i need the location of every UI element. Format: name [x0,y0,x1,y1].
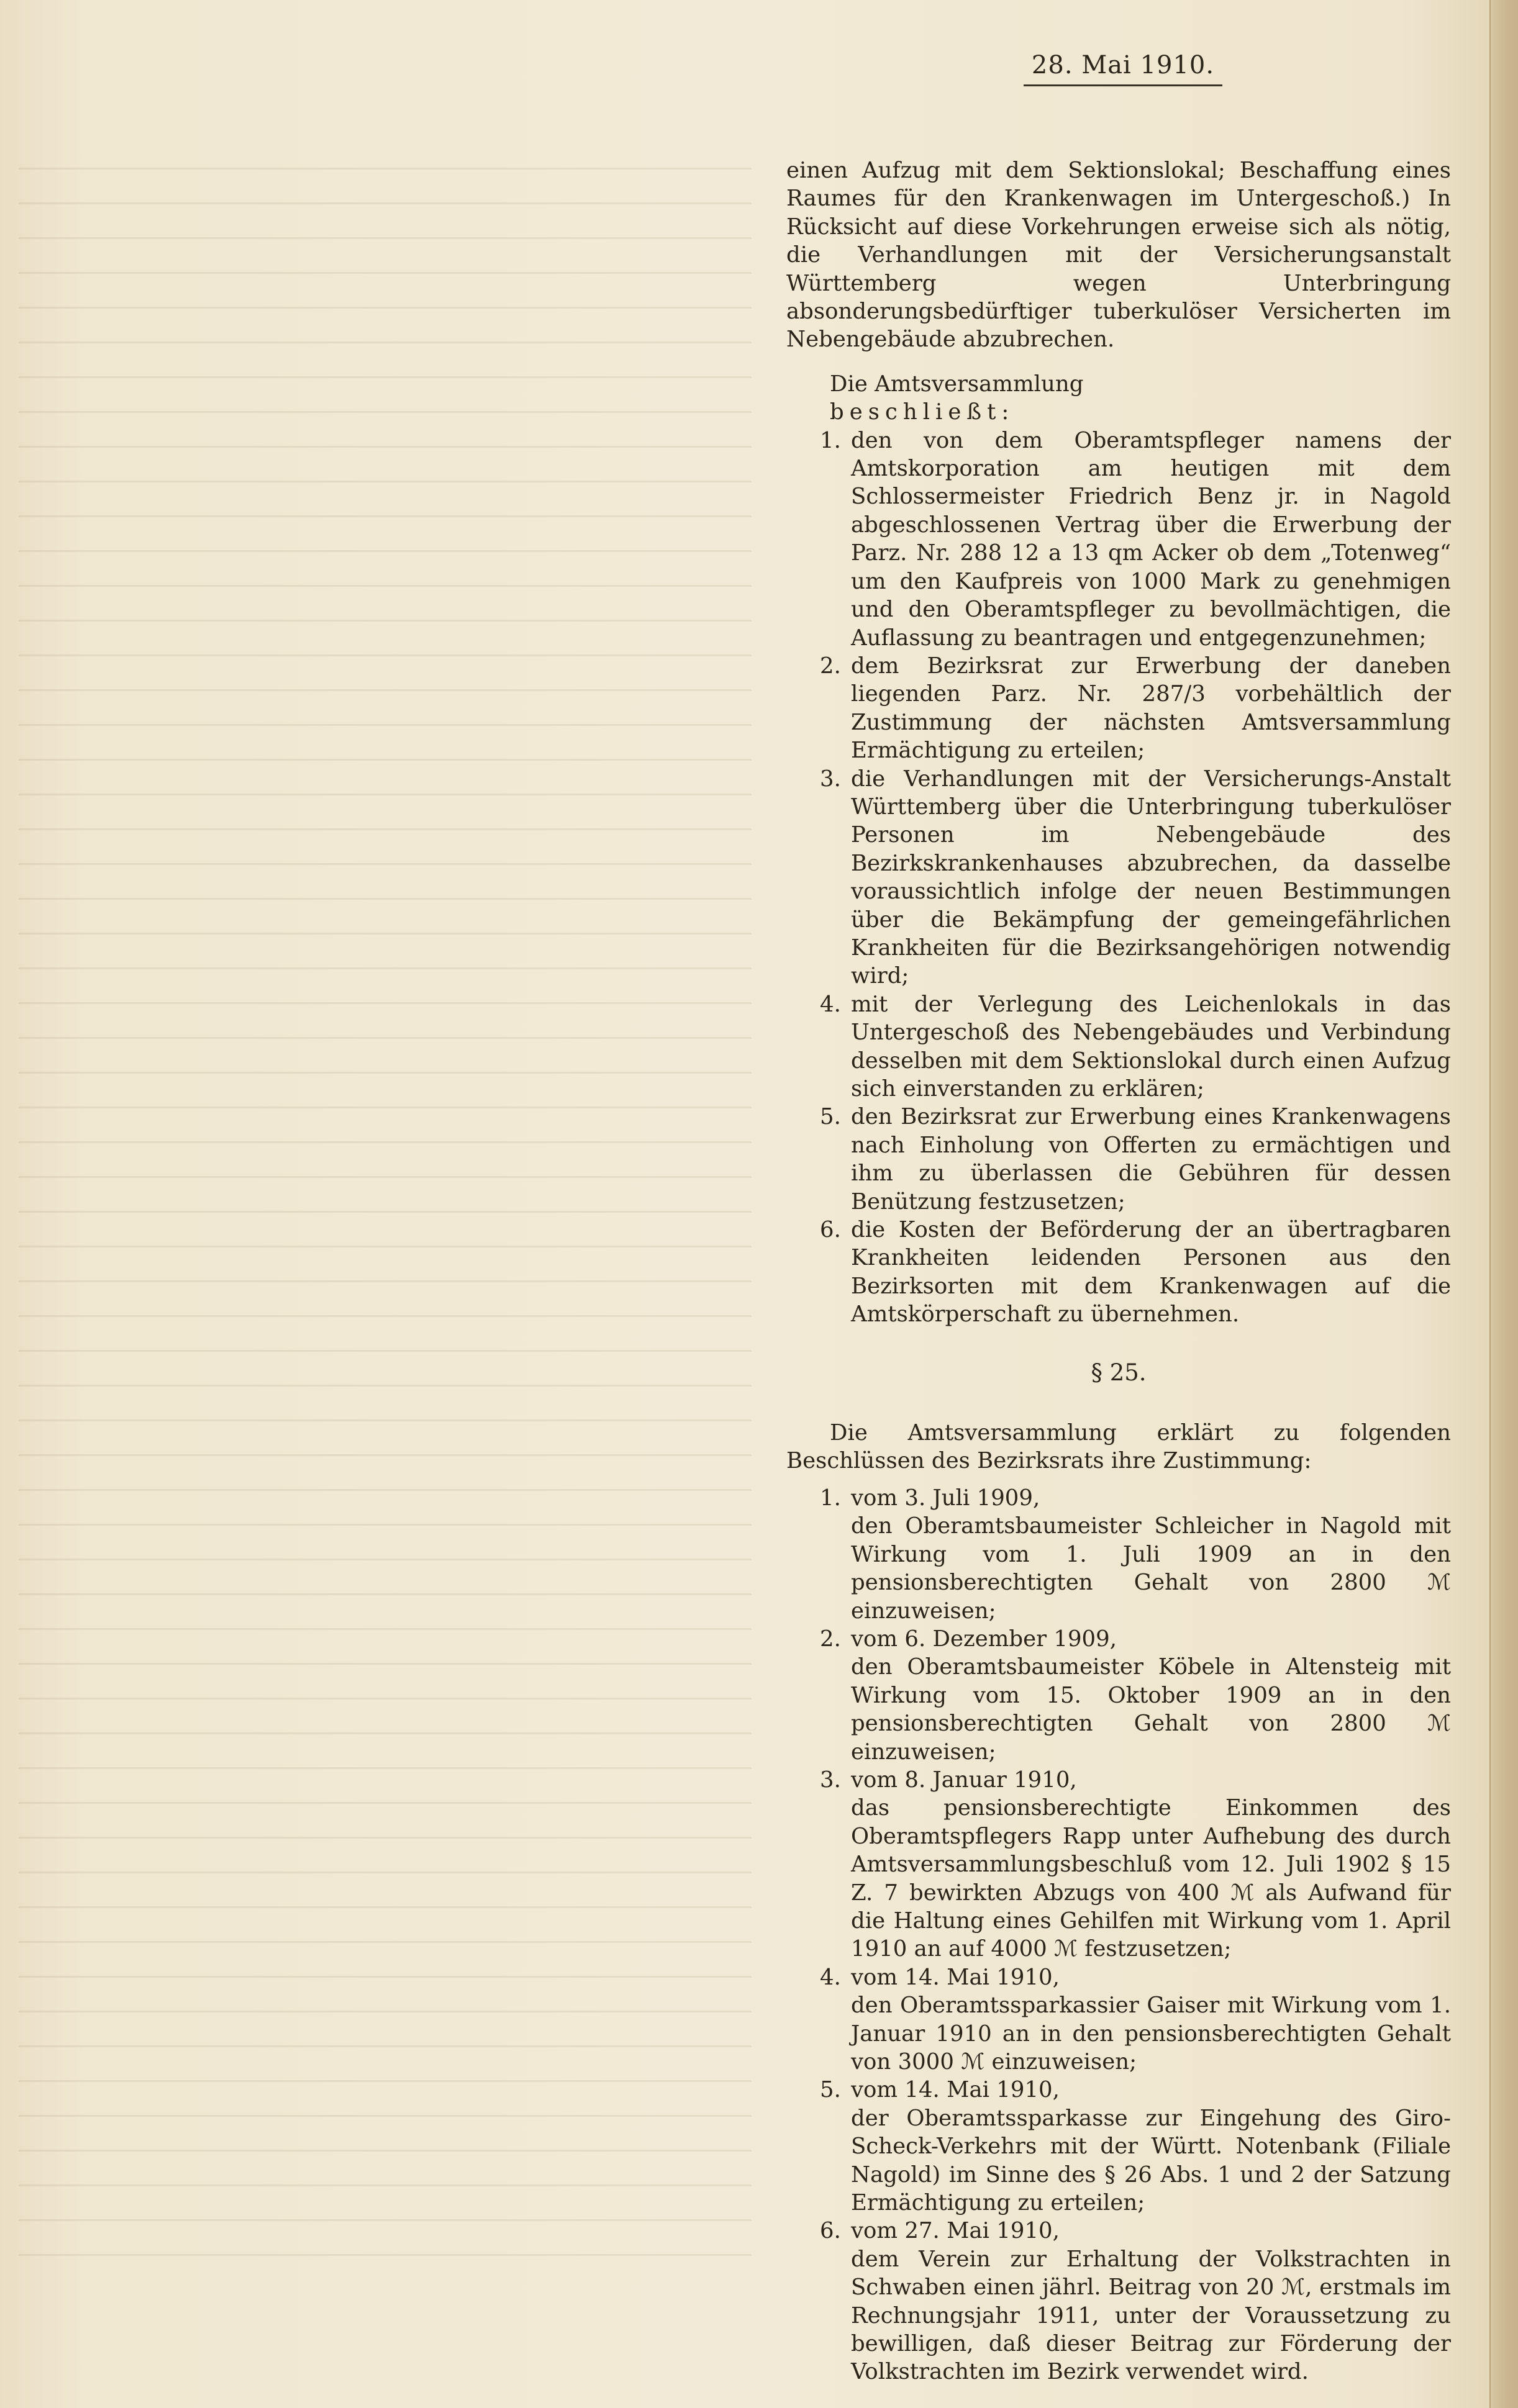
approval-item: 1. vom 3. Juli 1909, den Oberamtsbaumeister Schleicher in Nagold mit Wirkung vom 1. Juli 1909 an in den pensionsberechtigten Gehalt von 2800 ℳ einzuweisen; [820,1485,1451,1624]
running-header-date: 28. Mai 1910. [1024,51,1222,86]
approval-list [786,1484,1451,2386]
resolution-list [786,427,1451,1329]
approval-item: 5. vom 14. Mai 1910, der Oberamtssparkasse zur Eingehung des Giro-Scheck-Verkehrs mit der Württ. Notenbank (Filiale Nagold) im Sinne des § 26 Abs. 1 und 2 der Satzung Ermächtigung zu erteilen; [820,2077,1451,2216]
approval-item: 2. vom 6. Dezember 1909, den Oberamtsbaumeister Köbele in Altensteig mit Wirkung vom 15. Oktober 1909 an in den pensionsberechtigten Gehalt von 2800 ℳ einzuweisen; [820,1626,1451,1765]
section-heading: § 25. [1091,1359,1147,1386]
page-edge [1489,0,1518,2408]
resolution-verb: beschließt: [830,399,1015,425]
show-through-text [19,149,752,2260]
resolution-item: 1. den von dem Oberamtspfleger namens der Amtskorporation am heutigen mit dem Schlossermeister Friedrich Benz jr. in Nagold abgeschlossenen Vertrag über die Erwerbung der Parz. Nr. 288 12 a 13 qm Acker ob dem „Totenweg“ um den Kaufpreis von 1000 Mark zu genehmigen und den Oberamtspfleger zu bevollmächtigen, die Auflassung zu beantragen und entgegenzunehmen; [820,427,1451,651]
approval-item: 6. vom 27. Mai 1910, dem Verein zur Erhaltung der Volkstrachten in Schwaben einen jährl. Beitrag von 20 ℳ, erstmals im Rechnungsjahr 1911, unter der Voraussetzung zu bewilligen, daß dieser Beitrag zur Förderung der Volkstrachten im Bezirk verwendet wird. [820,2218,1451,2385]
resolution-item: 3. die Verhandlungen mit der Versicherungs-Anstalt Württemberg über die Unterbringung tuberkulöser Personen im Nebengebäude des Bezirkskrankenhauses abzubrechen, da dasselbe voraussichtlich infolge der neuen Bestimmungen über die Bekämpfung der gemeingefährlichen Krankheiten für die Bezirksangehörigen notwendig wird; [820,766,1451,989]
resolution-item: 4. mit der Verlegung des Leichenlokals in das Untergeschoß des Nebengebäudes und Verbindung desselben mit dem Sektionslokal durch einen Aufzug sich einverstanden zu erklären; [820,991,1451,1102]
intro-paragraph: einen Aufzug mit dem Sektionslokal; Beschaffung eines Raumes für den Krankenwagen im Untergeschoß.) In Rücksicht auf diese Vorkehrungen erweise sich als nötig, die Verhandlungen mit der Versicherungsanstalt Württemberg wegen Unterbringung absonderungsbedürftiger tuberkulöser Versicherten im Nebengebäude abzubrechen. [786,158,1451,353]
resolution-item: 5. den Bezirksrat zur Erwerbung eines Krankenwagens nach Einholung von Offerten zu ermächtigen und ihm zu überlassen die Gebühren für dessen Benützung festzusetzen; [820,1104,1451,1215]
resolution-item: 6. die Kosten der Beförderung der an übertragbaren Krankheiten leidenden Personen aus den Bezirksorten mit dem Krankenwagen auf die Amtskörperschaft zu übernehmen. [820,1217,1451,1328]
resolution-item: 2. dem Bezirksrat zur Erwerbung der daneben liegenden Parz. Nr. 287/3 vorbehältlich der Zustimmung der nächsten Amtsversammlung Ermächtigung zu erteilen; [820,653,1451,764]
section-intro: Die Amtsversammlung erklärt zu folgenden Beschlüssen des Bezirksrats ihre Zustimmung: [786,1420,1451,1474]
text-column [786,156,1451,2386]
approval-item: 3. vom 8. Januar 1910, das pensionsberechtigte Einkommen des Oberamtspflegers Rapp unter Aufhebung des durch Amtsversammlungsbeschluß vom 12. Juli 1902 § 15 Z. 7 bewirkten Abzugs von 400 ℳ als Aufwand für die Haltung eines Gehilfen mit Wirkung vom 1. April 1910 an auf 4000 ℳ festzusetzen; [820,1767,1451,1962]
approval-item: 4. vom 14. Mai 1910, den Oberamtssparkassier Gaiser mit Wirkung vom 1. Januar 1910 an in den pensionsberechtigten Gehalt von 3000 ℳ einzuweisen; [820,1964,1451,2075]
resolution-subject: Die Amtsversammlung [830,371,1084,397]
